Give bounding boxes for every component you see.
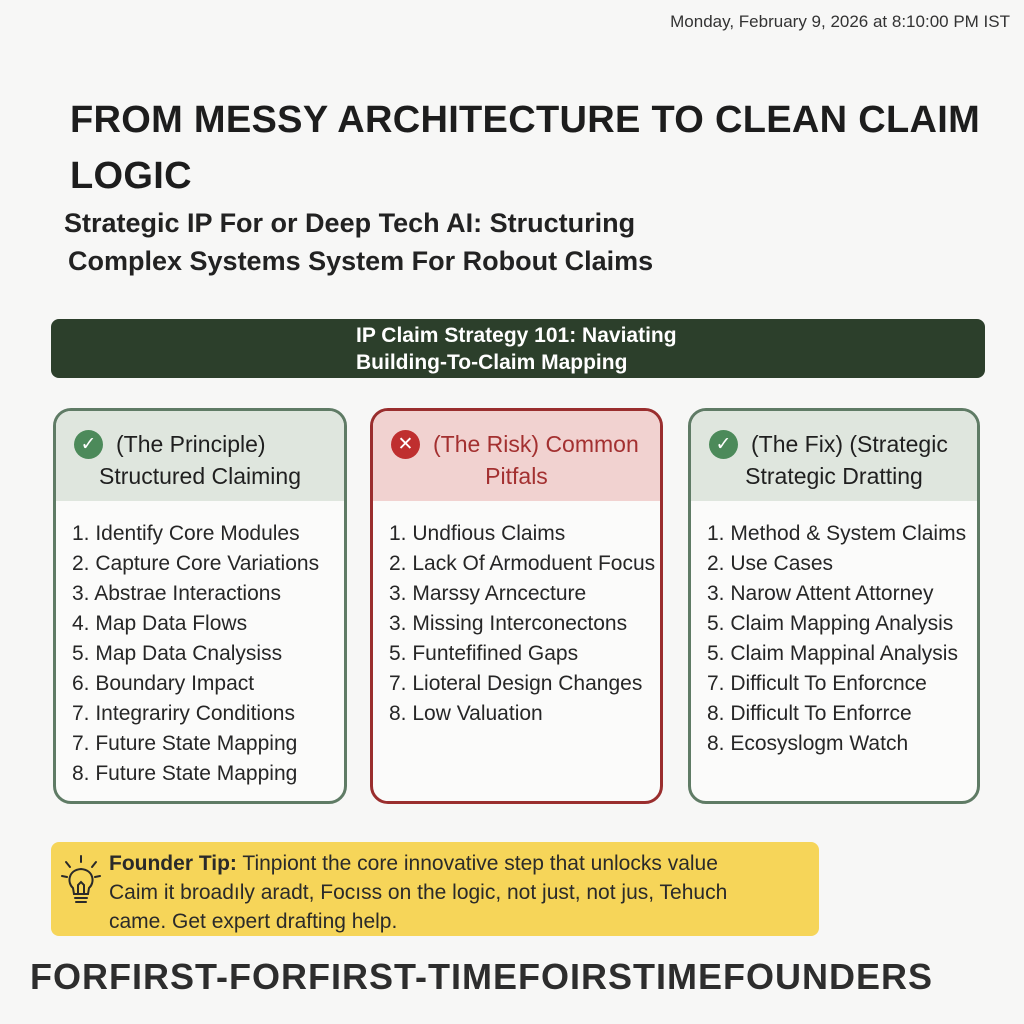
risk-list: [373, 501, 660, 729]
list-item: 3. Missing Interconectons: [389, 612, 628, 635]
list-item: 7. Future State Mapping: [72, 732, 298, 755]
check-circle-icon: ✓: [709, 430, 738, 459]
list-item: 5. Claim Mapping Analysis: [707, 612, 954, 635]
risk-heading-line-2: Pitfals: [485, 463, 548, 489]
list-item: 7. Lioteral Design Changes: [389, 672, 643, 695]
list-item: 8. Difficult To Enforrce: [707, 702, 912, 725]
list-item: 3. Narow Attent Attorney: [707, 582, 934, 605]
risk-card-header: [373, 411, 660, 501]
x-circle-icon: ✕: [391, 430, 420, 459]
list-item: 7. Integrariry Conditions: [72, 702, 295, 725]
list-item: 4. Map Data Flows: [72, 612, 248, 635]
list-item: 8. Future State Mapping: [72, 762, 298, 785]
page-subtitle: [64, 204, 964, 280]
list-item: 5. Claim Mappinal Analysis: [707, 642, 958, 665]
principle-card-header: [56, 411, 344, 501]
subtitle-line-1: Strategic IP For or Deep Tech AI: Structuring: [64, 208, 636, 238]
list-item: 1. Identify Core Modules: [72, 522, 300, 545]
tip-line-1-text: Tinpiont the core innovative step that unlocks value: [236, 852, 718, 875]
risk-heading-line-1: (The Risk) Common: [433, 431, 639, 457]
list-item: 1. Undfious Claims: [389, 522, 566, 545]
list-item: 5. Map Data Cnalysiss: [72, 642, 283, 665]
founder-tip-box: [51, 842, 819, 936]
footer-tagline: FORFIRST-FORFIRST-TIMEFOIRSTIMEFOUNDERS: [30, 956, 933, 997]
list-item: 2. Capture Core Variations: [72, 552, 320, 575]
page-title: FROM MESSY ARCHITECTURE TO CLEAN CLAIM LOGIC: [70, 99, 981, 197]
fix-card-header: [691, 411, 977, 501]
list-item: 3. Abstrae Interactions: [72, 582, 281, 605]
list-item: 7. Difficult To Enforcnce: [707, 672, 927, 695]
fix-heading-line-1: (The Fix) (Strategic: [751, 431, 948, 457]
list-item: 2. Lack Of Armoduent Focus: [389, 552, 656, 575]
principle-heading-line-1: (The Principle): [116, 431, 266, 457]
list-item: 6. Boundary Impact: [72, 672, 255, 695]
fix-card: [688, 408, 980, 804]
timestamp: Monday, February 9, 2026 at 8:10:00 PM IST: [670, 12, 1010, 31]
section-banner: [51, 319, 985, 378]
subtitle-line-2: Complex Systems System For Robout Claims: [68, 246, 654, 276]
list-item: 2. Use Cases: [707, 552, 834, 575]
tip-line-1: [109, 849, 809, 878]
list-item: 3. Marssy Arncecture: [389, 582, 587, 605]
principle-heading-line-2: Structured Claiming: [99, 463, 301, 489]
fix-list: [691, 501, 977, 759]
risk-card: [370, 408, 663, 804]
list-item: 1. Method & System Claims: [707, 522, 967, 545]
tip-line-3: came. Get expert drafting help.: [109, 910, 398, 933]
list-item: 8. Low Valuation: [389, 702, 543, 725]
list-item: 8. Ecosyslogm Watch: [707, 732, 909, 755]
principle-list: [56, 501, 344, 789]
check-circle-icon: ✓: [74, 430, 103, 459]
tip-label: Founder Tip:: [109, 852, 237, 875]
fix-heading-line-2: Strategic Dratting: [745, 463, 923, 489]
principle-card: [53, 408, 347, 804]
lightbulb-icon: [61, 854, 101, 922]
banner-line-2: Building-To-Claim Mapping: [356, 351, 628, 374]
tip-line-2: Caim it broadıly aradt, Focıss on the logic, not just, not jus, Tehuch: [109, 881, 728, 904]
list-item: 5. Funtefifined Gaps: [389, 642, 579, 665]
banner-line-1: IP Claim Strategy 101: Naviating: [356, 324, 677, 347]
